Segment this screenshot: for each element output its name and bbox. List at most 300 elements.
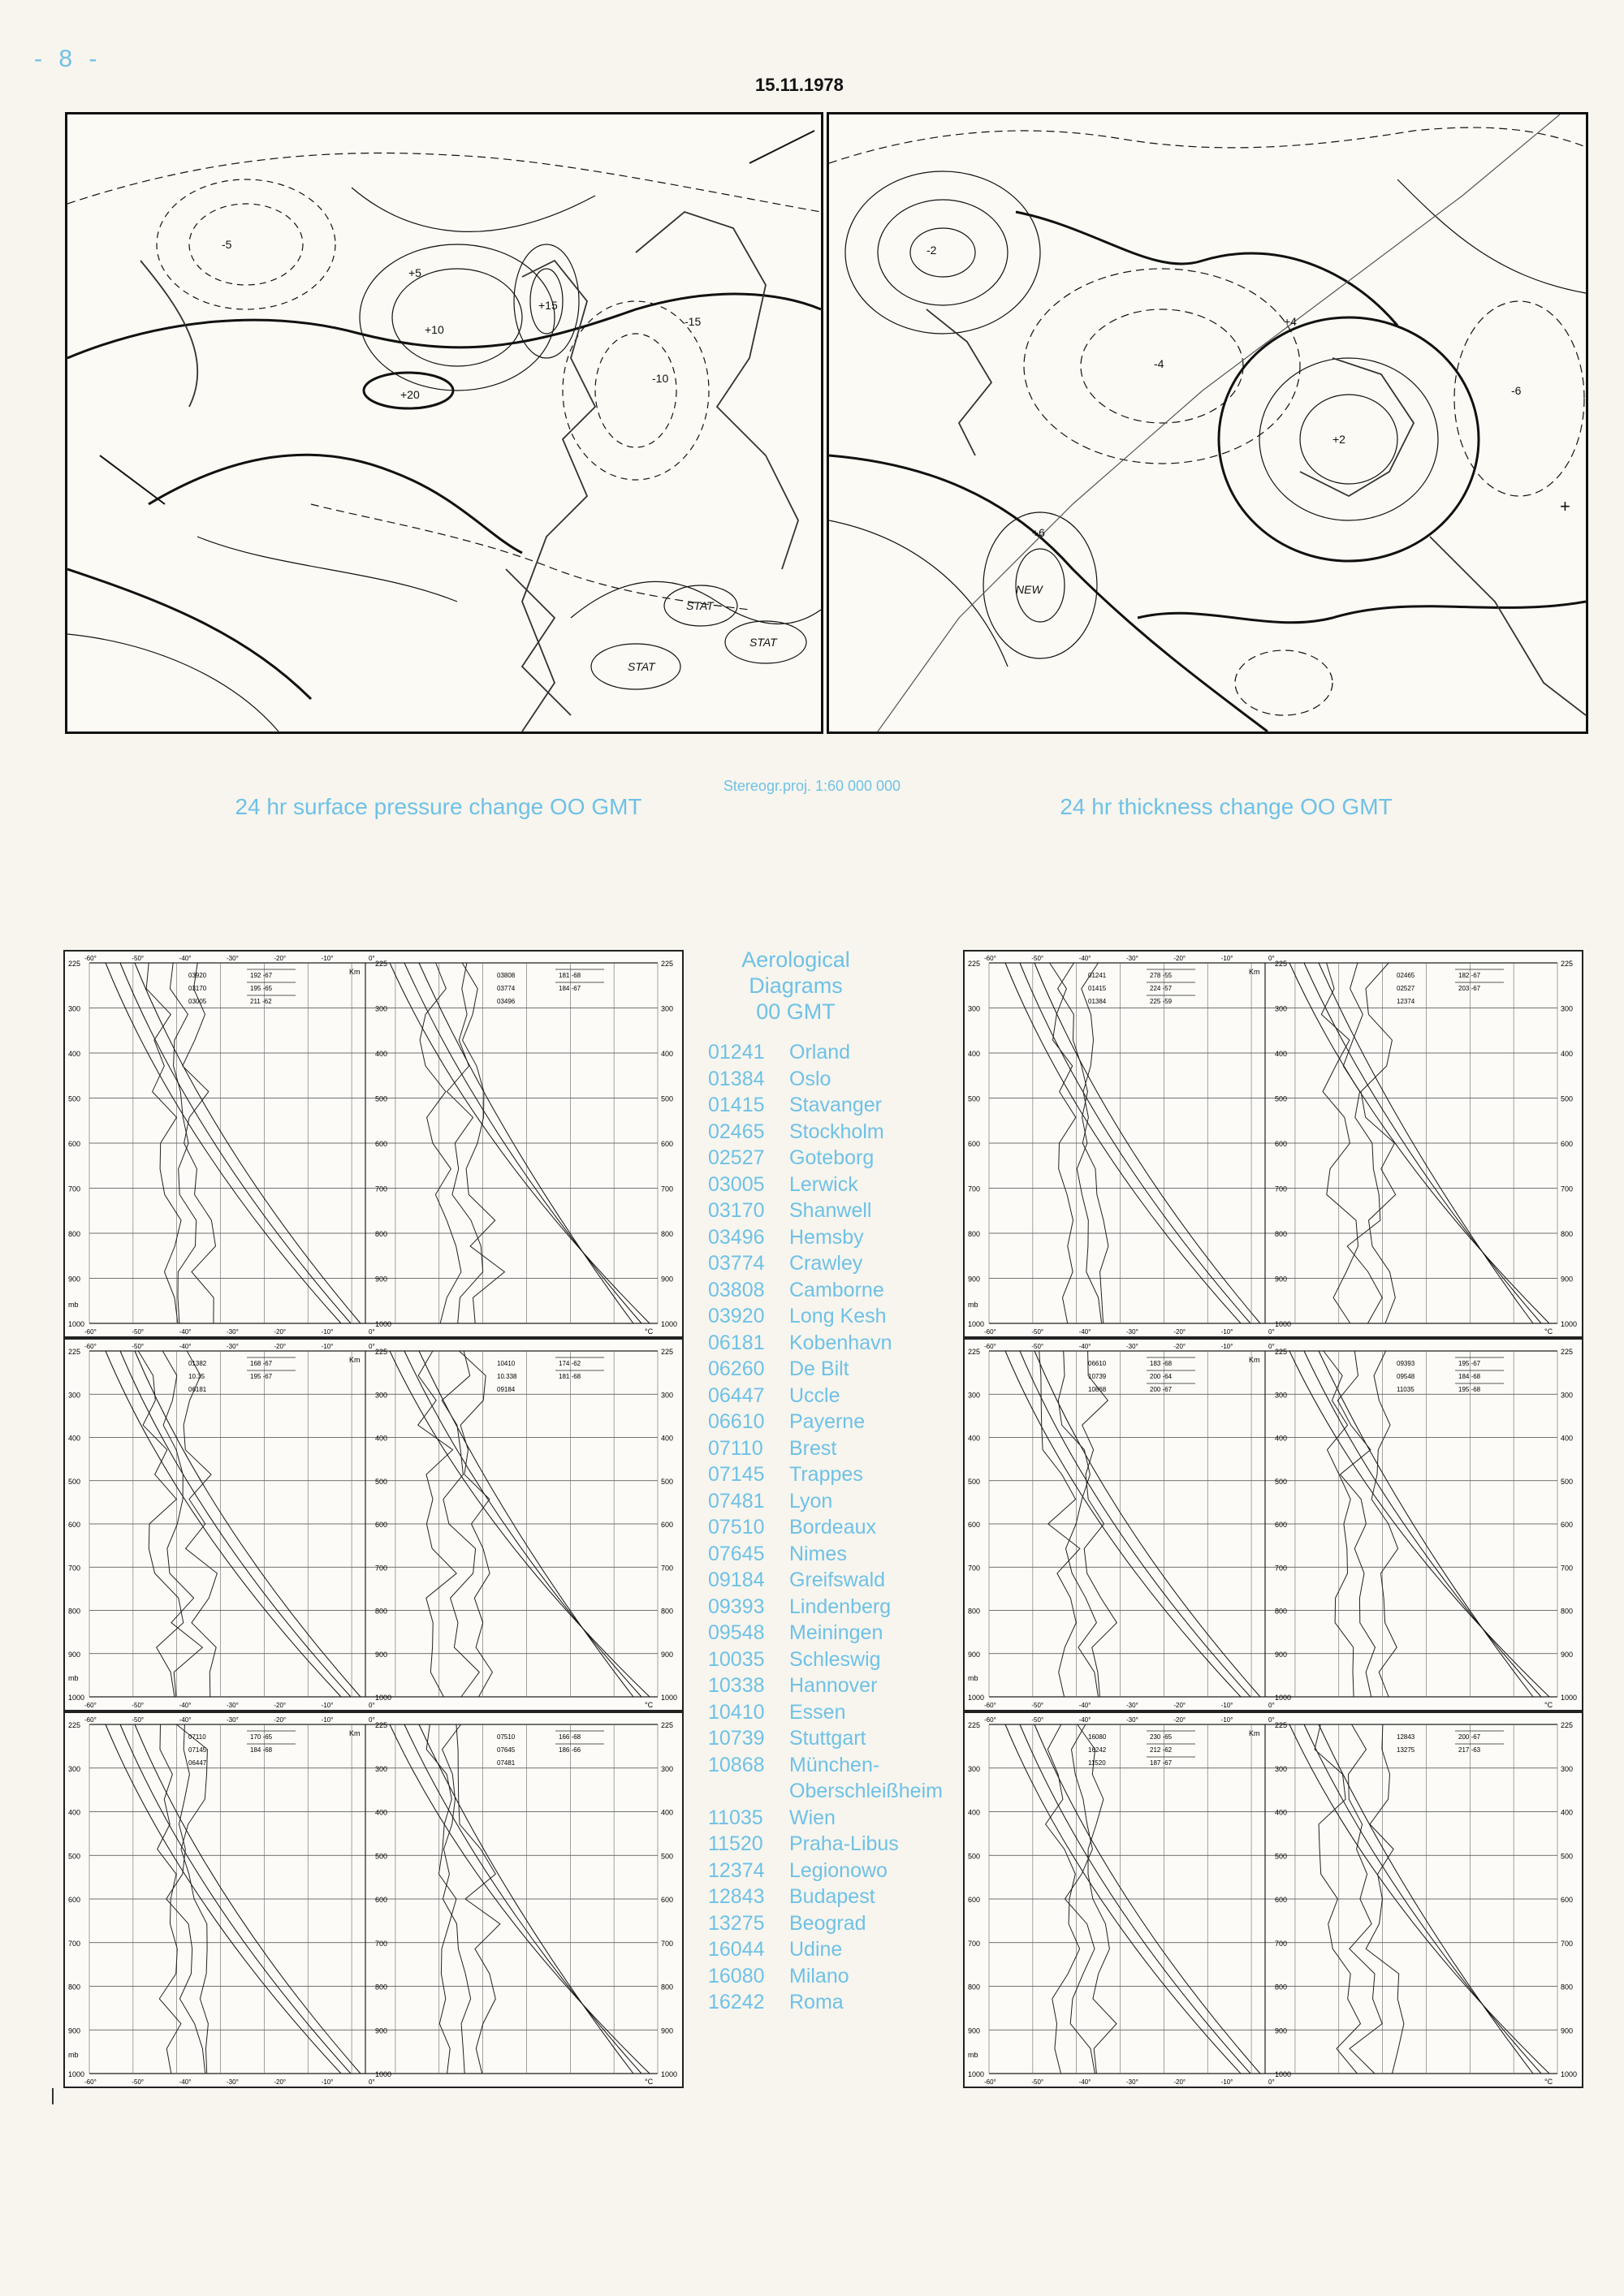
pressure-tick-mid: 600	[375, 1140, 388, 1148]
station-code: 07145	[708, 1463, 765, 1486]
pressure-tick-right: 700	[1561, 1564, 1574, 1573]
pressure-tick-mid: 600	[375, 1521, 388, 1529]
pressure-tick-right: 225	[1561, 1721, 1574, 1729]
pressure-tick-mid: 225	[1275, 1348, 1288, 1356]
diagram-tropopause-value: 200 -67	[1458, 1733, 1481, 1741]
temp-tick-bottom: -10°	[321, 2078, 334, 2086]
pressure-tick-mid: 900	[1275, 1650, 1288, 1659]
diagram-tropopause-value: 200 -64	[1150, 1373, 1173, 1380]
station-code: 03005	[708, 1172, 765, 1196]
temp-tick-top: -50°	[132, 1716, 145, 1724]
pressure-tick-right: 500	[661, 1852, 674, 1861]
pressure-tick-right: 400	[1561, 1808, 1574, 1817]
pressure-tick-left: 600	[968, 1896, 981, 1904]
temp-tick-bottom: -50°	[132, 1702, 145, 1709]
diagram-tropopause-value: 200 -67	[1150, 1386, 1173, 1393]
pressure-tick-left: 1000	[68, 2070, 85, 2078]
pressure-tick-mid: 1000	[375, 2070, 392, 2078]
pressure-tick-mid: 600	[1275, 1896, 1288, 1904]
temp-unit: °C	[645, 1701, 654, 1709]
temp-tick-top: -40°	[1078, 1716, 1091, 1724]
station-code: 07645	[708, 1542, 765, 1565]
pressure-tick-right: 800	[1561, 1607, 1574, 1616]
station-name: Essen	[789, 1700, 846, 1724]
margin-mark	[52, 2088, 54, 2104]
station-list-item	[708, 1646, 943, 1673]
temp-tick-bottom: -30°	[227, 1328, 239, 1336]
station-list-item	[708, 1330, 943, 1357]
pressure-tick-left: 800	[68, 1983, 81, 1992]
diagram-station-code: 03774	[497, 985, 516, 992]
temp-tick-top: -10°	[321, 1716, 334, 1724]
temp-tick-bottom: -40°	[1078, 2078, 1091, 2086]
pressure-tick-left: 500	[68, 1852, 81, 1861]
pressure-tick-left: 700	[968, 1185, 981, 1193]
pressure-tick-left: 500	[968, 1094, 981, 1103]
diagram-svg	[965, 1713, 1582, 2087]
thickness-label-minus6: -6	[1511, 384, 1522, 397]
diagram-station-code: 12374	[1397, 998, 1415, 1005]
station-list-item	[708, 1620, 943, 1646]
station-code: 07481	[708, 1489, 765, 1513]
station-code: 12374	[708, 1858, 765, 1882]
projection-caption: Stereogr.proj. 1:60 000 000	[723, 778, 901, 794]
temp-tick-top: -30°	[1126, 955, 1138, 962]
station-list	[708, 1039, 943, 2016]
pressure-tick-mid: 225	[1275, 960, 1288, 968]
pressure-tick-left: 500	[68, 1477, 81, 1486]
station-name: Meiningen	[789, 1621, 883, 1644]
diagram-tropopause-value: 230 -65	[1150, 1733, 1173, 1741]
station-code: 16080	[708, 1964, 765, 1987]
diagram-svg	[65, 1340, 682, 1710]
temp-tick-bottom: -20°	[274, 1328, 287, 1336]
map-label-stat-3: STAT	[749, 636, 777, 649]
diagram-tropopause-value: 203 -67	[1458, 985, 1481, 992]
pressure-tick-left: 800	[968, 1983, 981, 1992]
pressure-tick-mid: 700	[375, 1564, 388, 1573]
diagram-tropopause-value: 217 -63	[1458, 1746, 1481, 1754]
pressure-tick-mid: 300	[1275, 1004, 1288, 1013]
station-name: Camborne	[789, 1278, 884, 1301]
diagram-tropopause-value: 192 -67	[250, 972, 273, 979]
pressure-tick-left: 300	[968, 1004, 981, 1013]
pressure-tick-left: 400	[968, 1808, 981, 1817]
pressure-tick-right: 400	[1561, 1050, 1574, 1058]
temp-unit: °C	[1544, 1701, 1553, 1709]
pressure-tick-right: 300	[661, 1764, 674, 1773]
pressure-tick-right: 800	[1561, 1230, 1574, 1238]
diagram-station-code: 07110	[188, 1733, 206, 1741]
station-name: Oberschleißheim	[789, 1780, 943, 1802]
station-list-item	[708, 1725, 943, 1752]
station-list-item	[708, 1910, 943, 1937]
pressure-tick-mid: 1000	[1275, 1320, 1292, 1328]
pressure-tick-mid: 225	[375, 960, 388, 968]
station-list-item	[708, 1805, 943, 1832]
station-name: Payerne	[789, 1410, 866, 1433]
temp-tick-top: -30°	[1126, 1716, 1138, 1724]
map-label-stat-1: STAT	[686, 599, 714, 612]
pressure-tick-right: 1000	[661, 1320, 678, 1328]
station-list-item	[708, 1514, 943, 1541]
thickness-label-new: NEW	[1016, 583, 1043, 596]
station-code: 03774	[708, 1252, 765, 1275]
station-list-item	[708, 1567, 943, 1594]
temp-tick-top: 0°	[1268, 955, 1275, 962]
station-list-item	[708, 1594, 943, 1621]
thickness-label-minus4: -4	[1154, 357, 1164, 370]
temp-tick-top: -60°	[84, 1343, 97, 1350]
station-name: Hannover	[789, 1674, 878, 1697]
surface-pressure-caption: 24 hr surface pressure change OO GMT	[235, 794, 642, 819]
temp-tick-top: -40°	[1078, 955, 1091, 962]
pressure-tick-mid: 800	[1275, 1983, 1288, 1992]
temp-tick-top: -20°	[1173, 1343, 1186, 1350]
diagram-station-code: 10.35	[188, 1373, 205, 1380]
pressure-tick-right: 225	[661, 1721, 674, 1729]
diagram-tropopause-value: 186 -66	[559, 1746, 581, 1754]
diagram-tropopause-value: 195 -65	[250, 985, 273, 992]
station-code: 03920	[708, 1305, 765, 1327]
station-code: 12843	[708, 1885, 765, 1908]
diagram-svg	[965, 1340, 1582, 1710]
station-list-item	[708, 1435, 943, 1462]
temp-tick-top: -50°	[1031, 1343, 1044, 1350]
thickness-change-map	[827, 112, 1588, 734]
station-name: Lerwick	[789, 1172, 858, 1196]
temp-tick-top: -10°	[1220, 1716, 1233, 1724]
pressure-tick-mid: 600	[1275, 1140, 1288, 1148]
station-name: Lindenberg	[789, 1595, 892, 1618]
temp-tick-top: -60°	[84, 955, 97, 962]
station-code: 02465	[708, 1120, 765, 1143]
pressure-tick-mid: 700	[1275, 1564, 1288, 1573]
diagram-station-code: 03496	[497, 998, 516, 1005]
station-code: 01384	[708, 1067, 765, 1090]
station-list-item	[708, 1831, 943, 1858]
pressure-tick-right: 300	[1561, 1391, 1574, 1400]
station-code: 07510	[708, 1516, 765, 1539]
diagram-tropopause-value: 195 -67	[250, 1373, 273, 1380]
pressure-tick-left: 900	[968, 2026, 981, 2035]
diagram-station-code: 03808	[497, 972, 516, 979]
station-code: 09548	[708, 1621, 765, 1644]
pressure-tick-right: 700	[661, 1185, 674, 1193]
station-name: Oslo	[789, 1067, 831, 1090]
station-code: 01241	[708, 1041, 765, 1064]
temp-unit: °C	[1544, 2078, 1553, 2086]
thickness-label-plus-mark: +	[1560, 496, 1570, 516]
diagram-station-code: 16080	[1088, 1733, 1107, 1741]
diagram-svg	[965, 952, 1582, 1336]
pressure-tick-right: 600	[1561, 1521, 1574, 1529]
pressure-tick-left: 800	[68, 1230, 81, 1238]
temp-tick-top: -20°	[274, 1716, 287, 1724]
pressure-tick-left: 300	[968, 1391, 981, 1400]
pressure-tick-left: 225	[68, 1348, 81, 1356]
temp-tick-bottom: -60°	[984, 2078, 996, 2086]
station-list-item	[708, 1145, 943, 1172]
station-name: Shanwell	[789, 1199, 872, 1222]
station-code	[708, 1778, 789, 1805]
pressure-tick-left: 300	[68, 1391, 81, 1400]
pressure-tick-right: 500	[1561, 1094, 1574, 1103]
pressure-tick-right: 500	[1561, 1852, 1574, 1861]
pressure-tick-left: 800	[68, 1607, 81, 1616]
station-name: Uccle	[789, 1383, 840, 1407]
station-name: Roma	[789, 1991, 844, 2013]
pressure-tick-right: 1000	[1561, 1694, 1578, 1702]
pressure-tick-mid: 300	[1275, 1764, 1288, 1773]
station-list-item	[708, 1936, 943, 1963]
pressure-tick-right: 800	[661, 1983, 674, 1992]
aerological-title-line-2: Diagrams	[749, 973, 843, 998]
pressure-tick-mid: 500	[1275, 1094, 1288, 1103]
station-list-item	[708, 1383, 943, 1409]
map-label-plus15: +15	[538, 299, 558, 312]
pressure-tick-mid: 500	[1275, 1852, 1288, 1861]
pressure-tick-mid: 900	[375, 1650, 388, 1659]
pressure-tick-mid: 225	[375, 1348, 388, 1356]
station-name: Crawley	[789, 1252, 863, 1275]
pressure-tick-right: 500	[661, 1477, 674, 1486]
station-code: 10338	[708, 1674, 765, 1697]
temp-tick-top: 0°	[1268, 1716, 1275, 1724]
pressure-tick-left: 300	[68, 1004, 81, 1013]
aerological-title-line-1: Aerological	[741, 947, 850, 972]
diagram-tropopause-value: 168 -67	[250, 1360, 273, 1367]
pressure-tick-left: 500	[968, 1852, 981, 1861]
station-name: Stockholm	[789, 1120, 884, 1143]
diagram-tropopause-value: 195 -67	[1458, 1360, 1481, 1367]
pressure-tick-mid: 400	[1275, 1050, 1288, 1058]
pressure-tick-mid: 500	[375, 1477, 388, 1486]
pressure-tick-right: 300	[661, 1004, 674, 1013]
diagram-tropopause-value: 224 -57	[1150, 985, 1173, 992]
pressure-tick-right: 700	[661, 1564, 674, 1573]
station-code: 16242	[708, 1991, 765, 2013]
thickness-label-plus6: +6	[1032, 526, 1045, 539]
pressure-tick-right: 900	[1561, 1275, 1574, 1284]
diagram-tropopause-value: 184 -68	[250, 1746, 273, 1754]
pressure-tick-left: 225	[68, 960, 81, 968]
page-number: - 8 -	[34, 45, 102, 72]
station-code: 16044	[708, 1938, 765, 1961]
pressure-tick-right: 900	[1561, 1650, 1574, 1659]
pressure-tick-left: 700	[68, 1564, 81, 1573]
station-name: Stuttgart	[789, 1727, 866, 1750]
pressure-tick-right: 800	[661, 1230, 674, 1238]
pressure-tick-mid: 400	[375, 1808, 388, 1817]
diagram-station-code: 10868	[1088, 1386, 1107, 1393]
temp-tick-top: -60°	[984, 1343, 996, 1350]
station-name: Long Kesh	[789, 1305, 887, 1327]
station-code: 02527	[708, 1146, 765, 1169]
map-label-stat-2: STAT	[628, 660, 655, 673]
pressure-tick-left: 225	[968, 1721, 981, 1729]
temp-tick-top: -10°	[321, 955, 334, 962]
diagram-tropopause-value: 184 -67	[559, 985, 581, 992]
height-unit: Km	[1249, 1729, 1260, 1737]
station-name: Lyon	[789, 1489, 833, 1513]
diagram-station-code: 06447	[188, 1759, 207, 1767]
diagram-station-code: 02527	[1397, 985, 1415, 992]
temp-tick-top: -60°	[984, 955, 996, 962]
pressure-tick-left: 400	[68, 1434, 81, 1443]
pressure-tick-right: 700	[1561, 1939, 1574, 1948]
diagram-svg	[65, 952, 682, 1336]
station-code: 10739	[708, 1727, 765, 1750]
station-name: Udine	[789, 1938, 843, 1961]
diagram-station-code: 12843	[1397, 1733, 1415, 1741]
diagram-station-code: 16242	[1088, 1746, 1107, 1754]
station-name: Beograd	[789, 1911, 866, 1935]
diagram-station-code: 11520	[1088, 1759, 1106, 1767]
station-code: 03170	[708, 1199, 765, 1222]
thickness-label-minus2: -2	[926, 244, 937, 257]
diagram-station-code: 07481	[497, 1759, 516, 1767]
diagram-station-code: 10.338	[497, 1373, 517, 1380]
pressure-tick-mid: 700	[375, 1939, 388, 1948]
station-code: 13275	[708, 1911, 765, 1935]
pressure-tick-right: 225	[1561, 1348, 1574, 1356]
diagram-tropopause-value: 166 -68	[559, 1733, 581, 1741]
temp-tick-bottom: -10°	[321, 1328, 334, 1336]
station-list-item	[708, 1172, 943, 1198]
temp-tick-top: -40°	[179, 955, 192, 962]
diagram-tropopause-value: 181 -68	[559, 1373, 581, 1380]
pressure-tick-mid: 300	[375, 1764, 388, 1773]
temp-tick-top: -50°	[1031, 955, 1044, 962]
pressure-tick-right: 600	[661, 1521, 674, 1529]
diagram-tropopause-value: 184 -68	[1458, 1373, 1481, 1380]
temp-tick-bottom: -30°	[227, 2078, 239, 2086]
temp-tick-top: -20°	[274, 1343, 287, 1350]
pressure-unit: mb	[68, 1674, 79, 1682]
pressure-tick-mid: 300	[375, 1004, 388, 1013]
station-name: De Bilt	[789, 1357, 849, 1380]
map-label-minus15: -15	[685, 315, 702, 328]
pressure-tick-left: 800	[968, 1230, 981, 1238]
temp-tick-top: 0°	[369, 1716, 375, 1724]
pressure-tick-mid: 225	[375, 1721, 388, 1729]
height-unit: Km	[1249, 1356, 1260, 1364]
station-code: 07110	[708, 1436, 763, 1460]
temp-tick-top: -60°	[84, 1716, 97, 1724]
temp-tick-top: -30°	[227, 955, 239, 962]
map-label-plus5: +5	[408, 266, 421, 279]
pressure-tick-right: 400	[661, 1808, 674, 1817]
pressure-unit: mb	[968, 1674, 978, 1682]
pressure-tick-right: 300	[1561, 1004, 1574, 1013]
temp-tick-bottom: -60°	[84, 1328, 97, 1336]
temp-tick-bottom: -20°	[1173, 2078, 1186, 2086]
pressure-tick-mid: 225	[1275, 1721, 1288, 1729]
diagram-station-code: 06610	[1088, 1360, 1107, 1367]
temp-tick-bottom: -10°	[1220, 2078, 1233, 2086]
station-code: 10035	[708, 1647, 765, 1671]
pressure-tick-right: 1000	[1561, 2070, 1578, 2078]
thickness-change-map-drawing	[829, 114, 1586, 732]
diagram-station-code: 13275	[1397, 1746, 1415, 1754]
pressure-tick-right: 900	[661, 1650, 674, 1659]
thickness-label-plus2: +2	[1332, 433, 1345, 446]
diagram-station-code: 11035	[1397, 1386, 1415, 1393]
temp-tick-top: -10°	[1220, 1343, 1233, 1350]
diagram-tropopause-value: 195 -68	[1458, 1386, 1481, 1393]
pressure-tick-right: 700	[661, 1939, 674, 1948]
station-code: 03808	[708, 1278, 765, 1301]
pressure-tick-left: 900	[968, 1275, 981, 1284]
diagram-tropopause-value: 170 -65	[250, 1733, 273, 1741]
pressure-tick-left: 1000	[968, 1694, 985, 1702]
pressure-tick-left: 600	[68, 1896, 81, 1904]
pressure-tick-right: 500	[661, 1094, 674, 1103]
temp-tick-bottom: -20°	[1173, 1328, 1186, 1336]
station-list-item	[708, 1541, 943, 1568]
pressure-tick-right: 300	[661, 1391, 674, 1400]
pressure-tick-mid: 300	[1275, 1391, 1288, 1400]
map-label-plus20: +20	[400, 388, 420, 401]
temp-tick-top: 0°	[369, 1343, 375, 1350]
diagram-tropopause-value: 187 -67	[1150, 1759, 1173, 1767]
pressure-tick-left: 900	[68, 2026, 81, 2035]
temp-tick-bottom: -40°	[179, 1702, 192, 1709]
temp-tick-bottom: 0°	[1268, 2078, 1275, 2086]
map-label-minus5: -5	[222, 238, 232, 251]
pressure-tick-mid: 300	[375, 1391, 388, 1400]
station-name: Schleswig	[789, 1647, 881, 1671]
pressure-tick-mid: 600	[1275, 1521, 1288, 1529]
pressure-tick-mid: 900	[1275, 1275, 1288, 1284]
station-list-item	[708, 1461, 943, 1488]
map-label-plus10: +10	[425, 323, 444, 336]
pressure-tick-right: 1000	[661, 2070, 678, 2078]
pressure-tick-mid: 900	[375, 1275, 388, 1284]
pressure-tick-right: 500	[1561, 1477, 1574, 1486]
pressure-tick-right: 225	[661, 1348, 674, 1356]
temp-tick-top: -30°	[227, 1716, 239, 1724]
temp-tick-bottom: -20°	[274, 1702, 287, 1709]
station-list-item	[708, 1409, 943, 1435]
station-list-item	[708, 1039, 943, 1066]
diagram-station-code: 01241	[1088, 972, 1107, 979]
diagram-station-code: 02465	[1397, 972, 1415, 979]
diagram-station-code: 03170	[188, 985, 207, 992]
station-list-item	[708, 1198, 943, 1224]
station-name: Legionowo	[789, 1858, 888, 1882]
diagram-tropopause-value: 183 -68	[1150, 1360, 1173, 1367]
diagram-station-code: 09184	[497, 1386, 516, 1393]
diagram-tropopause-value: 181 -68	[559, 972, 581, 979]
station-name: München-	[789, 1753, 880, 1776]
pressure-tick-mid: 800	[1275, 1607, 1288, 1616]
station-code: 06181	[708, 1331, 765, 1354]
diagram-station-code: 09548	[1397, 1373, 1415, 1380]
aerological-diagram-bot-left	[63, 1711, 684, 2088]
station-list-item	[708, 1884, 943, 1910]
surface-pressure-map-drawing	[67, 114, 821, 732]
pressure-tick-mid: 700	[1275, 1185, 1288, 1193]
station-code: 01415	[708, 1094, 765, 1116]
temp-tick-top: -20°	[1173, 1716, 1186, 1724]
surface-pressure-map	[65, 112, 823, 734]
temp-tick-bottom: -50°	[1031, 1328, 1044, 1336]
pressure-tick-left: 900	[968, 1650, 981, 1659]
pressure-tick-left: 700	[968, 1939, 981, 1948]
pressure-tick-left: 1000	[68, 1694, 85, 1702]
